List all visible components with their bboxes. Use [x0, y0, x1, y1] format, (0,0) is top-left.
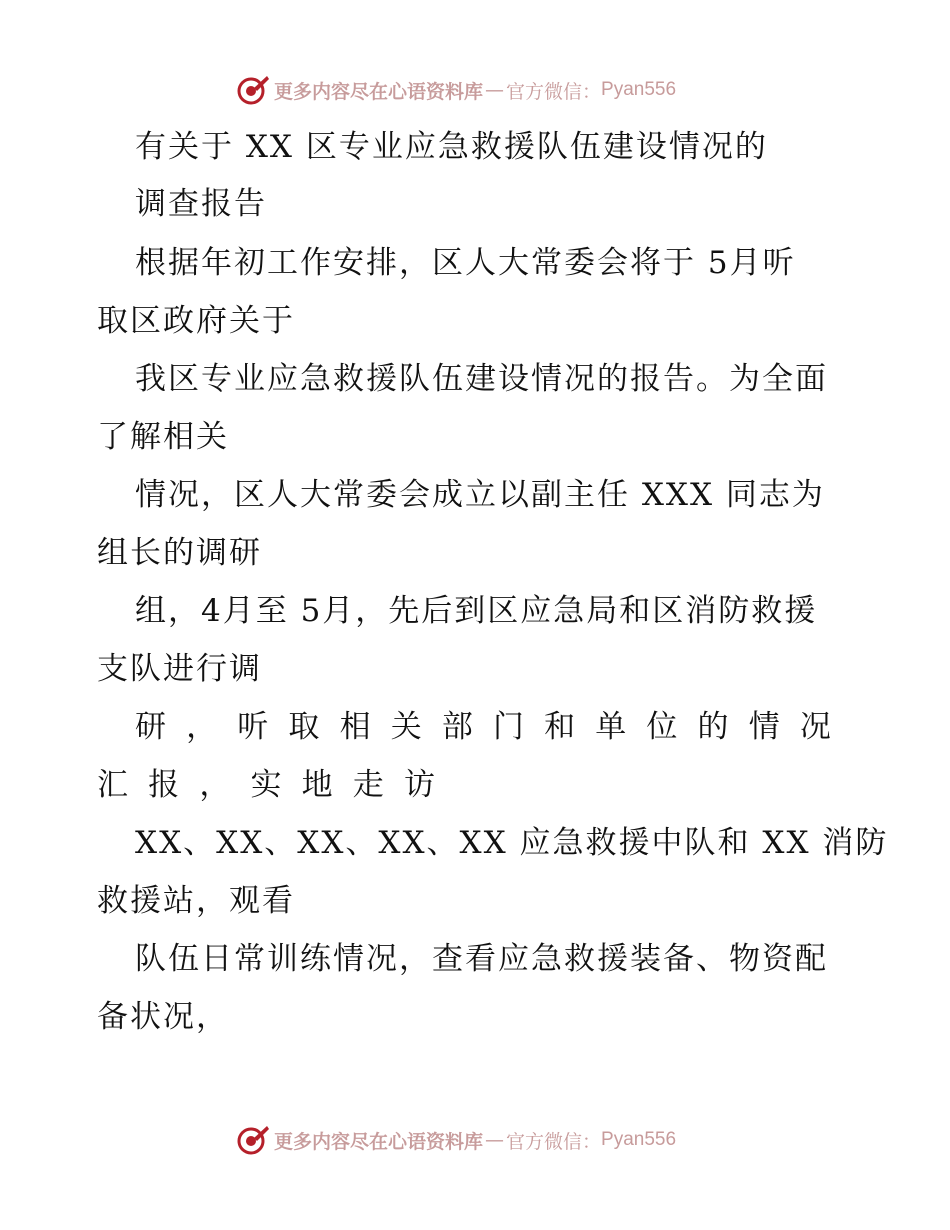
- body-line-14: 备状况，: [97, 999, 229, 1035]
- body-line-9: [135, 707, 831, 747]
- body-line-13: 队伍日常训练情况，查看应急救援装备、物资配: [135, 941, 828, 977]
- char: 报: [148, 767, 180, 803]
- char: 相: [339, 709, 371, 745]
- watermark-sub: 官方微信：: [506, 1130, 602, 1153]
- footer-watermark: [236, 1122, 676, 1158]
- body-line-3: 我区专业应急救援队伍建设情况的报告。为全面: [135, 361, 828, 397]
- char: 单: [595, 709, 627, 745]
- char: 走: [352, 767, 384, 803]
- watermark-id: Pyan556: [601, 79, 677, 100]
- header-watermark: [236, 72, 676, 108]
- title-line-2: 调查报告: [135, 186, 267, 222]
- body-line-6: 组长的调研: [97, 535, 262, 571]
- char: 和: [544, 709, 576, 745]
- body-line-10: [97, 765, 435, 805]
- char: 部: [441, 709, 473, 745]
- char: ，: [199, 767, 231, 803]
- watermark-dash: —: [485, 1129, 505, 1151]
- char: 研: [135, 709, 166, 745]
- body-line-11: XX、XX、XX、XX、XX 应急救援中队和 XX 消防: [135, 825, 889, 861]
- watermark-text: 更多内容尽在心语资料库: [274, 80, 484, 103]
- char: ，: [186, 709, 218, 745]
- watermark-id: Pyan556: [601, 1129, 677, 1150]
- char: 听: [237, 709, 269, 745]
- char: 取: [288, 709, 320, 745]
- body-line-1: 根据年初工作安排，区人大常委会将于 5月听: [135, 245, 796, 281]
- title-line-1: 有关于 XX 区专业应急救援队伍建设情况的: [135, 129, 768, 165]
- char: 况: [799, 709, 831, 745]
- body-line-5: 情况，区人大常委会成立以副主任 XXX 同志为: [135, 477, 825, 513]
- pen-nib-circle-icon: [236, 1123, 270, 1157]
- pen-nib-circle-icon: [236, 73, 270, 107]
- char: 实: [250, 767, 282, 803]
- char: 地: [301, 767, 333, 803]
- body-line-7: 组，4月至 5月，先后到区应急局和区消防救援: [135, 593, 818, 629]
- watermark-text: 更多内容尽在心语资料库: [274, 1130, 484, 1153]
- body-line-12: 救援站，观看: [97, 883, 295, 919]
- char: 位: [646, 709, 678, 745]
- char: 关: [390, 709, 422, 745]
- body-line-8: 支队进行调: [97, 651, 262, 687]
- char: 访: [403, 767, 435, 803]
- char: 情: [748, 709, 780, 745]
- char: 汇: [97, 767, 128, 803]
- body-line-4: 了解相关: [97, 419, 229, 455]
- char: 的: [697, 709, 729, 745]
- watermark-dash: —: [485, 79, 505, 101]
- char: 门: [492, 709, 524, 745]
- body-line-2: 取区政府关于: [97, 303, 295, 339]
- watermark-sub: 官方微信：: [506, 80, 602, 103]
